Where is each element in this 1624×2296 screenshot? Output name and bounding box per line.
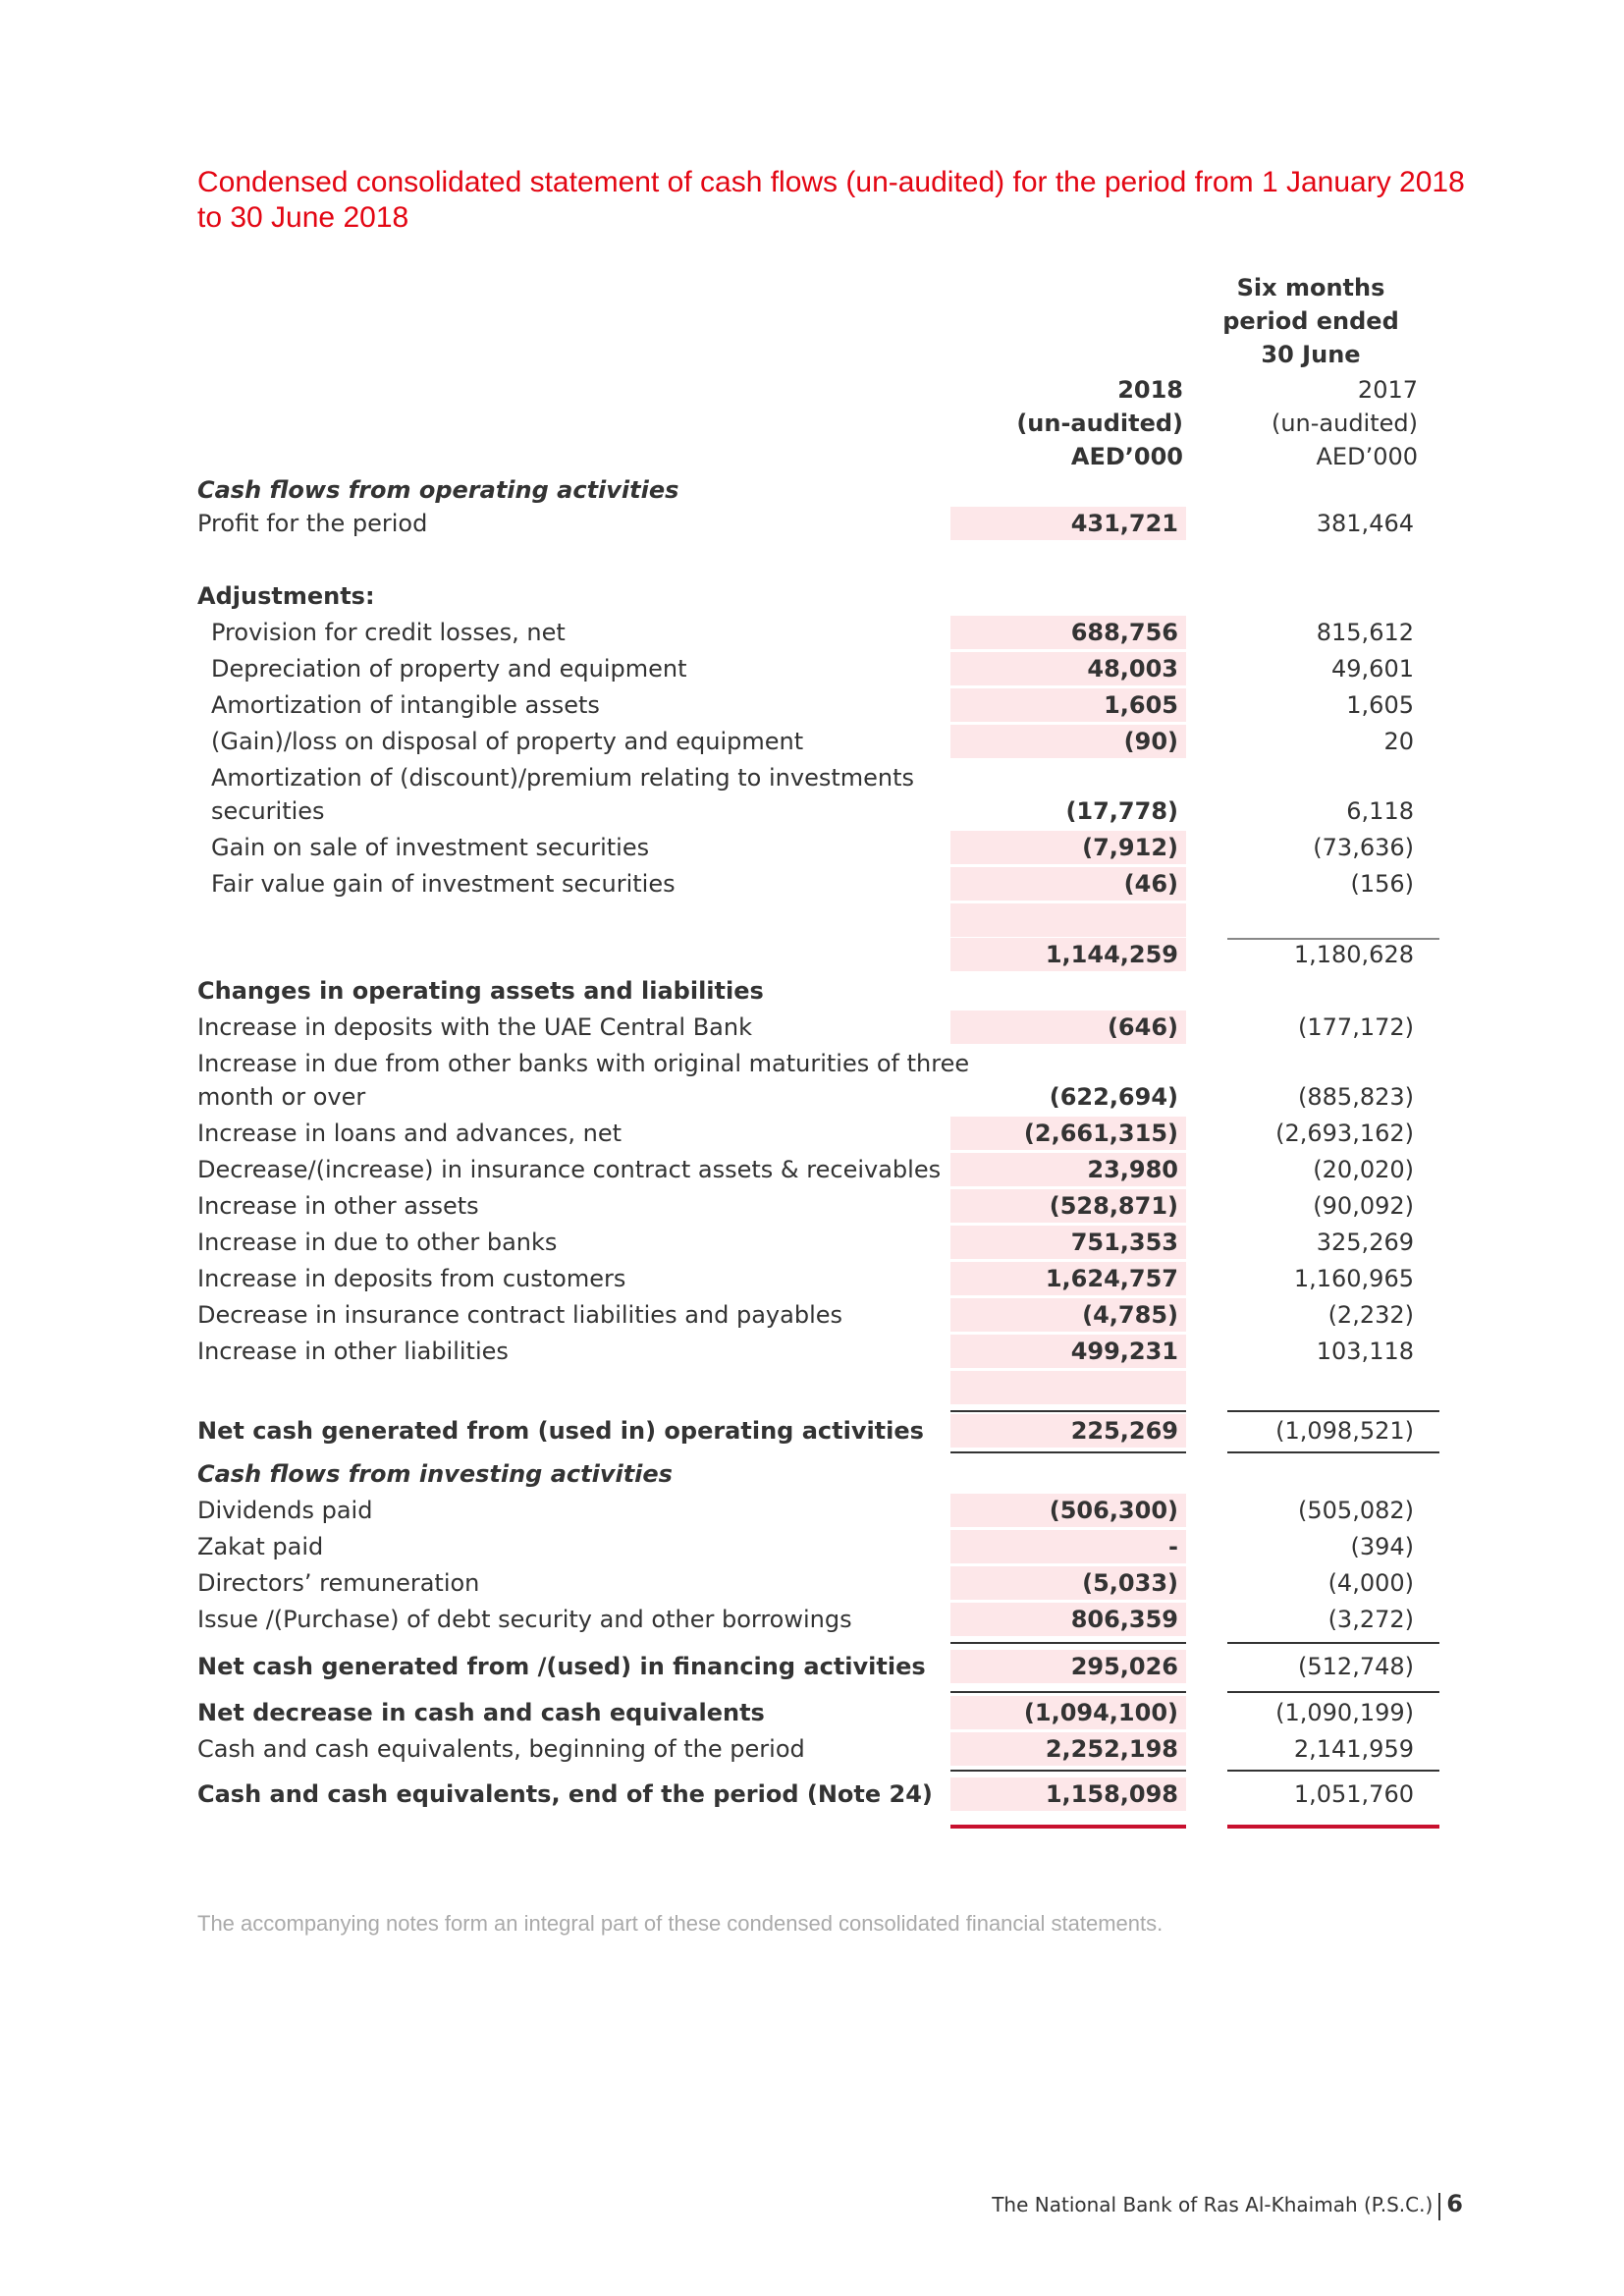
beginning-rule-2018 <box>950 1770 1186 1772</box>
value-2017: (505,082) <box>1298 1497 1414 1524</box>
operating-rule-2017-top <box>1227 1410 1439 1412</box>
page-title: Condensed consolidated statement of cash flows (un-audited) for the period from 1 January 2018 to 30 June 2018 <box>197 166 1465 234</box>
financing-rule-2018-bottom <box>950 1691 1186 1693</box>
row-label: Increase in other assets <box>197 1192 479 1220</box>
value-2018: (7,912) <box>1082 834 1178 861</box>
page-number: 6 <box>1446 2190 1463 2217</box>
value-2018: 806,359 <box>1070 1606 1178 1633</box>
col-2017-unit: AED’000 <box>1316 443 1418 470</box>
value-2017: (3,272) <box>1327 1606 1414 1633</box>
row-label: Decrease/(increase) in insurance contract assets & receivables <box>197 1156 942 1183</box>
value-2018: (46) <box>1123 870 1178 898</box>
value-2018: 295,026 <box>1070 1653 1178 1680</box>
col-2017-audit: (un-audited) <box>1271 410 1418 437</box>
row-label: Profit for the period <box>197 510 428 537</box>
row-label: Decrease in insurance contract liabilities and payables <box>197 1301 842 1329</box>
value-2017: 1,180,628 <box>1293 941 1414 968</box>
period-header-line-3: 30 June <box>1261 341 1361 368</box>
value-2017: (73,636) <box>1313 834 1414 861</box>
value-2018: 225,269 <box>1070 1417 1178 1445</box>
row-label: Net decrease in cash and cash equivalents <box>197 1699 765 1726</box>
row-label: Cash and cash equivalents, end of the period (Note 24) <box>197 1780 933 1808</box>
footnote: The accompanying notes form an integral part of these condensed consolidated financial statements. <box>197 1911 1164 1936</box>
row-label: Provision for credit losses, net <box>211 619 566 646</box>
operating-rule-2018-top <box>950 1410 1186 1412</box>
value-2018: (4,785) <box>1082 1301 1178 1329</box>
value-2017: (4,000) <box>1327 1569 1414 1597</box>
value-2017: 2,141,959 <box>1293 1735 1414 1763</box>
row-label: Net cash generated from (used in) operating activities <box>197 1417 924 1445</box>
value-2018: 751,353 <box>1070 1229 1178 1256</box>
row-label: Amortization of (discount)/premium relating to investments <box>211 764 915 792</box>
value-2018: (528,871) <box>1049 1192 1178 1220</box>
value-2018: 48,003 <box>1087 655 1178 683</box>
total-rule-2018 <box>950 1825 1186 1829</box>
value-2017: (1,098,521) <box>1275 1417 1414 1445</box>
value-2017: (885,823) <box>1298 1083 1414 1111</box>
period-header-line-2: period ended <box>1222 307 1399 335</box>
row-label: Cash flows from investing activities <box>197 1460 673 1488</box>
value-2017: (20,020) <box>1313 1156 1414 1183</box>
value-2018: 688,756 <box>1070 619 1178 646</box>
footer-separator <box>1438 2193 1440 2220</box>
value-2018: (90) <box>1123 728 1178 755</box>
value-2018: 23,980 <box>1087 1156 1178 1183</box>
value-2018: 1,605 <box>1104 691 1178 719</box>
value-2017: (90,092) <box>1313 1192 1414 1220</box>
row-label: Net cash generated from /(used) in financing activities <box>197 1653 926 1680</box>
total-rule-2017 <box>1227 1825 1439 1829</box>
col-2018-year: 2018 <box>1117 376 1183 404</box>
value-2017: 6,118 <box>1346 797 1414 825</box>
row-label: Cash flows from operating activities <box>197 476 679 504</box>
value-2017: (2,232) <box>1327 1301 1414 1329</box>
footer-bank-name: The National Bank of Ras Al-Khaimah (P.S.C.) <box>992 2193 1434 2216</box>
row-label: securities <box>211 797 325 825</box>
value-2018: (17,778) <box>1065 797 1178 825</box>
beginning-rule-2017 <box>1227 1770 1439 1772</box>
value-2018: 499,231 <box>1070 1338 1178 1365</box>
value-2017: 1,605 <box>1346 691 1414 719</box>
spacer-cell <box>950 903 1186 937</box>
row-label: Increase in loans and advances, net <box>197 1120 623 1147</box>
value-2017: (512,748) <box>1298 1653 1414 1680</box>
spacer-cell <box>950 1371 1186 1404</box>
col-2018-audit: (un-audited) <box>1016 410 1183 437</box>
value-2018: 1,144,259 <box>1045 941 1178 968</box>
col-2017-year: 2017 <box>1357 376 1418 404</box>
value-2017: (177,172) <box>1298 1013 1414 1041</box>
row-label: Increase in deposits with the UAE Central Bank <box>197 1013 752 1041</box>
value-2017: 325,269 <box>1316 1229 1414 1256</box>
value-2018: 1,158,098 <box>1045 1780 1178 1808</box>
row-label: Amortization of intangible assets <box>211 691 600 719</box>
value-2018: (646) <box>1107 1013 1178 1041</box>
value-2018: 1,624,757 <box>1045 1265 1178 1292</box>
value-2018: (622,694) <box>1049 1083 1178 1111</box>
value-2018: (506,300) <box>1049 1497 1178 1524</box>
subtotal-rule-2017 <box>1227 938 1439 940</box>
value-2017: (2,693,162) <box>1275 1120 1414 1147</box>
financing-rule-2018-top <box>950 1642 1186 1644</box>
row-label: Increase in due to other banks <box>197 1229 558 1256</box>
row-label: Directors’ remuneration <box>197 1569 480 1597</box>
value-2018: (1,094,100) <box>1023 1699 1178 1726</box>
row-label: (Gain)/loss on disposal of property and equipment <box>211 728 804 755</box>
operating-rule-2018-bottom <box>950 1451 1186 1453</box>
value-2017: (1,090,199) <box>1275 1699 1414 1726</box>
value-2017: (156) <box>1350 870 1414 898</box>
operating-rule-2017-bottom <box>1227 1451 1439 1453</box>
value-2017: 49,601 <box>1331 655 1414 683</box>
row-label: Increase in other liabilities <box>197 1338 509 1365</box>
value-2018: 431,721 <box>1070 510 1178 537</box>
row-label: Fair value gain of investment securities <box>211 870 676 898</box>
row-label: Changes in operating assets and liabilities <box>197 977 764 1005</box>
value-2018: - <box>1168 1533 1178 1560</box>
value-2017: 815,612 <box>1316 619 1414 646</box>
financing-rule-2017-top <box>1227 1642 1439 1644</box>
financing-rule-2017-bottom <box>1227 1691 1439 1693</box>
value-2017: 381,464 <box>1316 510 1414 537</box>
value-2018: 2,252,198 <box>1045 1735 1178 1763</box>
row-label: Cash and cash equivalents, beginning of the period <box>197 1735 805 1763</box>
value-2017: 1,160,965 <box>1293 1265 1414 1292</box>
row-label: Issue /(Purchase) of debt security and other borrowings <box>197 1606 852 1633</box>
value-2017: 103,118 <box>1316 1338 1414 1365</box>
row-label: Adjustments: <box>197 582 375 610</box>
value-2017: 20 <box>1383 728 1414 755</box>
row-label: month or over <box>197 1083 366 1111</box>
row-label: Increase in deposits from customers <box>197 1265 626 1292</box>
value-2018: (5,033) <box>1082 1569 1178 1597</box>
value-2018: (2,661,315) <box>1023 1120 1178 1147</box>
row-label: Depreciation of property and equipment <box>211 655 687 683</box>
row-label: Zakat paid <box>197 1533 324 1560</box>
row-label: Gain on sale of investment securities <box>211 834 650 861</box>
value-2017: 1,051,760 <box>1293 1780 1414 1808</box>
value-2017: (394) <box>1350 1533 1414 1560</box>
row-label: Increase in due from other banks with original maturities of three <box>197 1050 970 1077</box>
period-header-line-1: Six months <box>1236 274 1385 301</box>
col-2018-unit: AED’000 <box>1070 443 1183 470</box>
row-label: Dividends paid <box>197 1497 373 1524</box>
page-footer <box>967 2189 1463 2220</box>
